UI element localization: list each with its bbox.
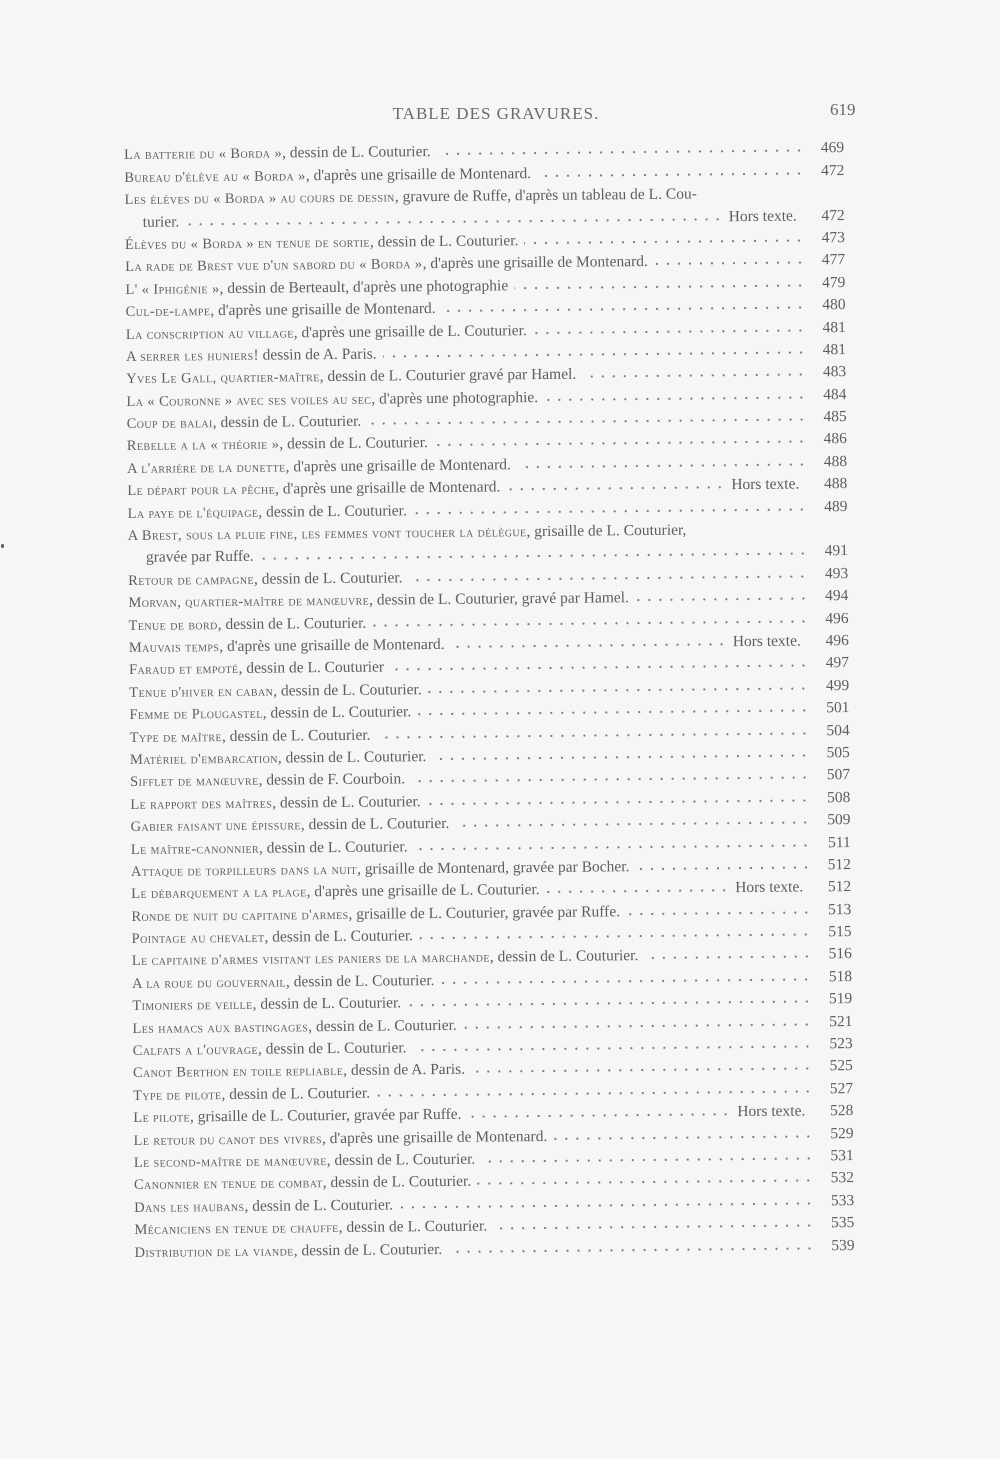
dot-leader — [448, 1244, 814, 1256]
entry-page-number: 509 — [827, 811, 851, 829]
entry-credit: , dessin de L. Couturier. — [308, 1016, 457, 1035]
entry-title: Canonnier en tenue de combat — [133, 1175, 323, 1194]
entry-credit: , dessin de L. Couturier. — [221, 726, 371, 745]
entry-page-number: 491 — [824, 542, 849, 560]
entry-page-number: 493 — [824, 564, 849, 583]
entry-page-number: 488 — [823, 475, 848, 493]
entry-credit: , d'après une grisaille de Montenard. — [219, 635, 445, 656]
entry-credit: , dessin de L. Couturier. — [253, 569, 403, 588]
entry-title: Le départ pour la pêche — [127, 481, 276, 500]
entry-title: Yves Le Gall, quartier-maître — [126, 369, 320, 388]
entry-title: Gabier faisant une épissure — [130, 817, 301, 836]
dot-leader — [644, 953, 812, 963]
entry-credit: , dessin de L. Couturier. — [217, 614, 367, 633]
dot-leader — [463, 1020, 813, 1031]
entry-credit: , dessin de Berteault, d'après une photographie — [219, 277, 509, 297]
entry-page-number: 529 — [830, 1124, 854, 1142]
entry-page-number: 499 — [825, 676, 850, 695]
entry-page-number: 527 — [829, 1079, 854, 1098]
entry-title: Mauvais temps — [128, 639, 220, 656]
dot-leader — [626, 908, 811, 918]
entry-credit: , dessin de L. Couturier. — [326, 1150, 476, 1170]
entry-credit: , grisaille de L. Couturier, gravée par Ruffe. — [189, 1106, 462, 1126]
entry-title: La rade de Brest vue d'un sabord du « Borda » — [125, 256, 423, 276]
entry-title: Le second-maître de manœuvre — [133, 1153, 327, 1171]
dot-leader — [455, 819, 810, 830]
entry-title: A la roue du gouvernail — [131, 974, 287, 992]
entry-page-number: 507 — [826, 766, 851, 784]
entry-credit: , dessin de L. Couturier, gravé par Hamel. — [369, 589, 630, 609]
dot-leader — [185, 215, 722, 228]
entry-credit: , d'après une grisaille de Montenard. — [274, 478, 501, 498]
entry-page-number: 484 — [823, 385, 847, 404]
entry-page-number: 486 — [823, 430, 847, 448]
entry-title: Ronde de nuit du capitaine d'armes — [131, 906, 349, 925]
entry-credit: , dessin de L. Couturier. — [369, 232, 519, 251]
entry-page-number: 539 — [831, 1236, 855, 1254]
entry-credit: , grisaille de L. Couturier, — [526, 521, 687, 541]
entry-title: Coup de balai — [126, 415, 213, 433]
entry-page-number: 504 — [826, 721, 850, 739]
entry-credit: , dessin de L. Couturier. — [272, 792, 421, 812]
entry-title: Canot Berthon en toile repliable — [132, 1063, 344, 1082]
entry-title: Timoniers de veille — [132, 997, 253, 1015]
hors-texte-note: Hors texte. — [728, 207, 797, 225]
entry-title: Bureau d'élève au « Borda » — [124, 168, 306, 186]
dot-leader — [553, 1132, 813, 1142]
entry-credit: , d'après une grisaille de Montenard. — [285, 456, 511, 476]
entry-title: Matériel d'embarcation — [129, 750, 278, 768]
entry-page-number: 508 — [826, 788, 851, 807]
dot-leader — [414, 841, 811, 853]
dot-leader — [635, 863, 811, 873]
toc-entry — [128, 518, 848, 570]
entry-page-number: 496 — [825, 609, 849, 627]
entry-title: Rebelle a la « théorie » — [126, 437, 280, 455]
entry-title: Le rapport des maîtres — [130, 795, 273, 813]
dot-leader — [517, 460, 807, 471]
entry-credit: , d'après une grisaille de Montenard. — [422, 253, 648, 273]
dot-leader — [413, 505, 808, 517]
entry-title: A Brest, sous la pluie fine, les femmes vont toucher la délègue — [127, 524, 527, 545]
entry-title: A serrer les huniers — [125, 347, 254, 365]
dot-leader — [524, 236, 805, 247]
entry-title: Cul-de-lampe — [125, 303, 211, 321]
dot-leader — [546, 887, 730, 897]
entry-credit: , d'après une grisaille de Montenard. — [321, 1127, 548, 1147]
entry-page-number: 525 — [829, 1057, 853, 1075]
dot-leader — [260, 550, 808, 563]
entry-title: Les élèves du « Borda » au cours de dessin — [124, 189, 395, 209]
entry-title: Retour de campagne — [128, 571, 255, 589]
dot-leader — [399, 1199, 814, 1211]
dot-leader — [413, 1042, 813, 1054]
entry-page-number: 483 — [822, 363, 847, 381]
entry-title: La batterie du « Borda » — [124, 145, 283, 164]
dot-leader — [417, 707, 809, 719]
entry-credit: , dessin de L. Couturier. — [273, 680, 422, 700]
entry-page-number: 489 — [824, 497, 848, 515]
entry-page-number: 535 — [831, 1214, 855, 1232]
dot-leader — [514, 281, 805, 292]
entry-credit: , dessin de L. Couturier. — [262, 703, 412, 722]
entry-page-number: 512 — [827, 878, 852, 896]
entry-title: Tenue de bord — [128, 616, 218, 634]
entry-credit: ! dessin de A. Paris. — [253, 345, 377, 364]
dot-leader — [407, 998, 812, 1010]
entry-credit: , dessin de L. Couturier. — [293, 1240, 443, 1259]
dot-leader — [419, 931, 812, 943]
dot-leader — [471, 1065, 813, 1076]
entry-title: Type de pilote — [133, 1086, 222, 1104]
entry-page-number: 521 — [829, 1012, 853, 1030]
entry-title: Morvan, quartier-maître de manœuvre — [128, 592, 370, 612]
hors-texte-note: Hors texte. — [732, 632, 801, 651]
entry-page-number: 532 — [830, 1169, 855, 1187]
dot-leader — [440, 975, 812, 987]
entry-credit: , grisaille de Montenard, gravée par Bocher. — [356, 858, 630, 878]
entry-title: Pointage au chevalet — [131, 929, 265, 948]
entry-page-number: 516 — [828, 945, 852, 963]
entry-credit: , dessin de L. Couturier — [238, 658, 385, 678]
entry-credit: , dessin de L. Couturier. — [282, 143, 431, 162]
dot-leader — [437, 147, 805, 159]
entry-title: La conscription au village — [125, 324, 294, 343]
entry-page-number: 533 — [830, 1191, 855, 1210]
entry-credit: , d'après une grisaille de Montenard. — [305, 164, 532, 185]
entry-title: Distribution de la viande — [134, 1242, 294, 1261]
entry-credit: , d'après une grisaille de L. Couturier. — [293, 321, 527, 341]
entry-page-number: 472 — [821, 206, 845, 224]
entry-page-number: 472 — [820, 161, 845, 180]
dot-leader — [477, 1177, 814, 1188]
entry-title: Calfats a l'ouvrage — [132, 1041, 259, 1060]
entry-page-number: 523 — [829, 1035, 853, 1053]
entry-title: Dans les haubans — [134, 1198, 245, 1216]
page-number: 619 — [830, 100, 856, 119]
entry-page-number: 481 — [822, 318, 846, 336]
entry-page-number: 513 — [828, 900, 852, 918]
entry-page-number: 515 — [828, 923, 852, 941]
dot-leader — [481, 1154, 814, 1165]
entry-page-number: 477 — [821, 251, 846, 269]
entry-title: L' « Iphigénie » — [125, 280, 220, 298]
entry-credit: , dessin de L. Couturier. — [252, 994, 402, 1014]
entry-credit: , dessin de L. Couturier. — [264, 927, 414, 946]
entry-title: La paye de l'équipage — [127, 504, 259, 522]
dot-leader — [468, 1110, 732, 1121]
entry-title: Femme de Plougastel — [129, 705, 263, 724]
entry-credit: , dessin de L. Couturier. — [221, 1084, 371, 1103]
entry-page-number: 528 — [829, 1102, 854, 1120]
hors-texte-note: Hors texte. — [731, 475, 800, 494]
entry-title: Faraud et empoté — [128, 661, 239, 679]
entry-title: Tenue d'hiver en caban — [129, 683, 274, 701]
entry-page-number: 496 — [825, 632, 849, 650]
dot-leader — [428, 684, 810, 696]
entry-credit: , dessin de L. Couturier. — [322, 1173, 472, 1192]
entry-credit: , d'après une grisaille de Montenard. — [210, 300, 436, 320]
dot-leader — [432, 751, 810, 763]
entry-page-number: 473 — [821, 229, 846, 247]
entry-title: Élèves du « Borda » en tenue de sortie — [124, 234, 370, 253]
running-title-text: TABLE DES GRAVURES. — [392, 104, 600, 123]
dot-leader — [451, 640, 727, 651]
entry-credit: , d'après une photographie. — [371, 388, 539, 408]
dot-leader — [372, 617, 808, 629]
entry-page-number: 518 — [828, 967, 853, 986]
dot-leader — [434, 438, 807, 450]
entry-title: Le maître-canonnier — [130, 840, 260, 858]
dot-leader — [533, 326, 806, 337]
entry-page-number: 505 — [826, 744, 850, 762]
entry-page-number: 519 — [828, 990, 853, 1008]
dot-leader — [635, 595, 809, 605]
entry-page-number: 497 — [825, 654, 850, 672]
entry-title: Attaque de torpilleurs dans la nuit — [130, 861, 358, 880]
entry-credit: , dessin de L. Couturier. — [489, 947, 639, 967]
entry-page-number: 494 — [825, 587, 849, 605]
dot-leader — [654, 259, 805, 268]
entry-credit: , gravure de Ruffe, d'après un tableau de L. Cou- — [394, 185, 697, 206]
entry-credit: , dessin de L. Couturier. — [258, 501, 407, 521]
entry-credit: , dessin de L. Couturier. — [300, 815, 450, 834]
dot-leader — [493, 1222, 814, 1233]
dot-leader — [506, 484, 725, 494]
dot-leader — [427, 796, 811, 808]
entry-page-number: 512 — [827, 855, 852, 874]
ink-speck — [1, 544, 4, 548]
dot-leader — [544, 393, 806, 404]
entry-page-number: 531 — [830, 1147, 854, 1165]
entry-title: Les hamacs aux bastingages — [132, 1018, 309, 1037]
entry-credit: , dessin de L. Couturier. — [279, 434, 428, 454]
dot-leader — [376, 1087, 813, 1099]
dot-leader — [537, 169, 804, 180]
entry-credit: , d'après une grisaille de L. Couturier. — [306, 881, 540, 901]
table-of-engravings — [124, 137, 855, 1263]
entry-credit: , dessin de L. Couturier. — [212, 412, 362, 432]
dot-leader — [383, 348, 806, 360]
hors-texte-note: Hors texte. — [737, 1102, 806, 1121]
entry-credit: , dessin de A. Paris. — [343, 1061, 466, 1080]
entry-page-number: 481 — [822, 341, 847, 359]
entry-credit: , dessin de L. Couturier. — [258, 837, 408, 857]
entry-page-number: 480 — [822, 296, 846, 314]
entry-title: A l'arrière de la dunette — [127, 459, 286, 477]
entry-page-number: 469 — [820, 139, 845, 157]
entry-title: Mécaniciens en tenue de chauffe — [134, 1220, 339, 1239]
entry-credit-continued: turier. — [142, 213, 180, 231]
dot-leader — [367, 416, 807, 428]
entry-title: Le pilote — [133, 1109, 191, 1127]
entry-page-number: 485 — [823, 408, 847, 426]
entry-page-number: 488 — [823, 452, 848, 471]
entry-page-number: 501 — [826, 699, 850, 717]
entry-credit: , dessin de L. Couturier gravé par Hamel. — [319, 365, 577, 386]
entry-credit: , dessin de L. Couturier. — [257, 1039, 407, 1058]
entry-title: Le capitaine d'armes visitant les paniers de la marchande — [131, 950, 490, 970]
entry-credit: , dessin de L. Couturier. — [244, 1196, 394, 1215]
dot-leader — [409, 572, 809, 584]
entry-credit-continued: gravée par Ruffe. — [145, 548, 254, 567]
hors-texte-note: Hors texte. — [735, 878, 804, 897]
entry-title: Le débarquement a la plage — [131, 884, 307, 903]
entry-page-number: 511 — [827, 833, 851, 851]
entry-title: Sifflet de manœuvre — [130, 773, 259, 791]
entry-credit: , dessin de L. Couturier. — [277, 748, 427, 767]
entry-title: Type de maître — [129, 728, 223, 746]
entry-title: Le retour du canot des vivres — [133, 1130, 323, 1149]
entry-credit: , dessin de F. Courboin. — [258, 770, 406, 790]
dot-leader — [390, 662, 809, 674]
dot-leader — [376, 729, 809, 741]
entry-page-number: 479 — [822, 273, 846, 292]
entry-title: La « Couronne » avec ses voiles au sec — [126, 391, 372, 410]
entry-credit: , dessin de L. Couturier. — [338, 1217, 488, 1237]
toc-entry — [124, 182, 844, 234]
entry-credit: , grisaille de L. Couturier, gravée par Ruffe. — [348, 902, 621, 923]
entry-credit: , dessin de L. Couturier. — [285, 971, 435, 991]
dot-leader — [442, 304, 806, 315]
dot-leader — [411, 774, 810, 786]
dot-leader — [582, 371, 806, 381]
